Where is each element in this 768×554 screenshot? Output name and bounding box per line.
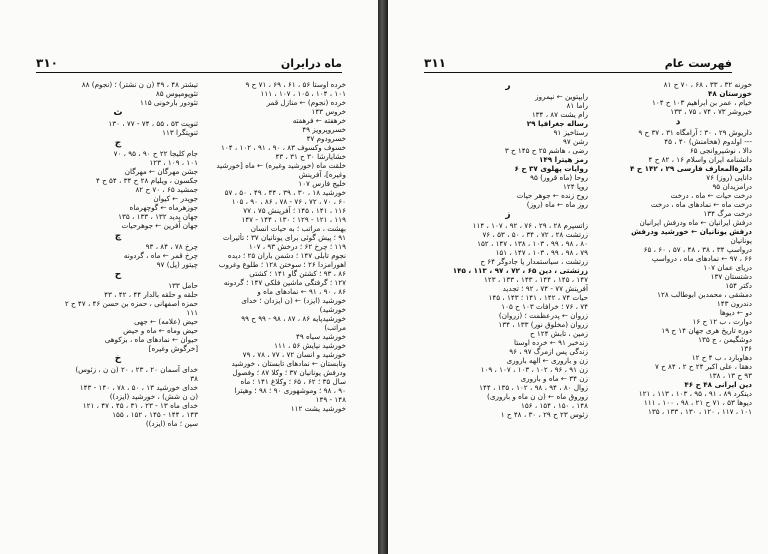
index-entry: خرهفته ← فرهفته [292,116,346,125]
index-entry: خورنه ۳۲ ، ۳۳ ، ۶۸ ، ۷۰ ح ۸۱ [663,80,752,89]
index-entry: ۶۶ ، ۹۷ ← نمادهای ماه ، درواسپ [651,254,752,263]
index-entry: خشایارشا ۳۰ ح ۳۱ ، ۴۳ [275,152,346,161]
index-entry: ۱۰۱ ، ۱۱۷ ، ۱۲۰ ، ۱۳۰ ، ۱۳۳ ، ۱۳۵ [647,407,752,416]
index-entry: خورشید سیاه ۴۹ [295,332,346,341]
index-entry: دالا ، نوشیروانجی ۶۵ [689,146,752,155]
index-entry: زن ۹۱ ، ۹۶ ، ۱۰۲ ، ۱۰۳ ، ۱۰۷ ، ۱۰۹ [480,365,588,374]
index-entry: زن و باروری ← الهه باروری [506,356,588,365]
index-entry: روپا ۱۲۴ [562,182,588,191]
index-entry: زاتسپرم ۲۸ ، ۲۹ ، ۷۶ ، ۹۲ ، ۱۰۷ ، ۱۱۴ [472,221,588,230]
index-entry: حامل ۱۳۳ [168,281,198,290]
index-entry: زروان (مخلوق نور) ۱۳۳ ، ۱۳۴ [498,320,588,329]
index-entry: روز ماه ← ماه (روز) [526,200,588,209]
index-entry: درخت حیات ← ماه ، درخت [670,191,752,200]
index-entry: دوشگیمن ، ج ۱۳۵ [698,335,752,344]
index-entry: ثنویتگرا ۱۱۳ [162,128,198,137]
index-letter-heading: خ [114,354,122,364]
index-entry: جام کلیجا ۲۲ ح ۹۰ ، ۹۵ ، ۷۰ [113,149,198,158]
index-entry: زوروق ماه ← (ن ن ماه و باروری) [487,392,588,401]
index-entry: داریوش ۲۹ ، ۳۰ ؛ آرامگاه ۳۱ ، ۳۷ ح ۹ [638,128,752,137]
index-entry: حلقه و حلقه بالدار ۴۴ ، ۴۲ ، ۴۳ [104,290,198,299]
left-page [0,0,378,554]
index-entry: خورشید (ایزد) ← (ن ایزدان ؛ خدای [241,296,346,305]
index-entry: جشن مهرگان ← مهرگان [124,167,198,176]
index-entry: دائرةالمعارف فارسی ۲۹ ، ۱۴۲ ح ۴ [630,164,752,173]
index-entry: رضی ، هاشم ۲۵ ح ۱۴۵ ح ۳ [504,146,588,155]
index-entry: رایپتوین ← نیمروز [535,92,588,101]
index-letter-heading: چ [114,231,122,241]
index-entry: رشن ۹۷ [563,137,588,146]
index-entry: رام یشت ۸۷ ، ۱۳۴ [531,110,588,119]
index-entry: زرتشت ۲۸ ، ۷۲ ، ۳۴ ، ۵۰ ، ۵۳ ، ۷۶ [482,230,588,239]
index-entry: زندگی پس ازمرگ ۹۷ ، ۹۶ [509,347,588,356]
index-entry: ۱۴۷ ، ۱۴۵ ، ۱۴۴ ، ۱۴۳ ، ۱۳۳ ، ۱۲۳ [483,275,588,284]
index-entry: ۱۰۱ ، ۱۰۹ ، ۱۲۳ [149,158,198,167]
index-entry: تیشتر ۴۸ ، ۴۹ (ن ن نشتر) ؛ (نجوم) ۸۸ [81,80,198,89]
index-entry: رستاخیز ۹۱ [553,128,588,137]
index-entry: ثنویت ۵۳ ، ۵۵ ، ۷۴ - ۷۷ ، ۱۳۰ [108,119,198,128]
index-entry: جهان پدید ۱۳۲ ، ۱۳۳ ، ۱۳۵ [118,212,198,221]
index-entry: چیتور (پل) ۹۷ [156,260,198,269]
index-entry: ۱۱۹ ؛ چرخ ۶۲ ؛ درخش ۹۳ ، ۱۰۷ [248,242,346,251]
index-entry: دو ← دیوها [719,308,752,317]
index-entry: دهقا ، علی اکبر ۲۴ ح ۲ ، ۸۴ ح ۷ [654,362,752,371]
index-entry: --- اولدوم (هخامنش) ۴۰ ، ۴۵ [664,137,752,146]
index-entry: زرتشتی ، دین ۶۵ ، ۷۲ ، ۹۷ ، ۱۱۳ ، ۱۴۵ [452,266,588,275]
right-page [388,0,768,554]
index-entry: آفرینش ۷۷ - ۷۴ ، ۹۲ ؛ تجدید [502,284,588,293]
index-entry: خرده اوستا ۵۶ ، ۶۱ ، ۶۹ ، ۷۱ ح ۹ [245,80,346,89]
index-entry: روح زنده ← جوهر حیات [516,191,588,200]
index-entry: زمین ، تابش ۱۲۴ ح [529,329,588,338]
index-entry: ۱۲۷ ؛ گرفتگی ماشین فلکی ۱۴۷ ؛ گردونه [223,278,346,287]
index-entry: ۱۴۸ ، ۱۵۰ ، ۱۵۴ ، ۱۵۶ [520,401,588,410]
index-entry: دینکرد ۸۹ ، ۹۱ ، ۹۵ ، ۱۰۳ ، ۱۱۳ ، ۱۲۱ [638,389,752,398]
index-entry: دوارت ، ب ۱۲ ح ۱۶ [692,317,752,326]
index-entry: دکتر ۱۵۴ [725,281,752,290]
index-entry: خیام ، عمر بن ابراهیم ۱۰۳ ح ۱۰۴ [652,98,752,107]
index-entry: خیروشر ۷۳ ، ۷۴ ، ۷۵ ، ۱۳۳ [670,107,752,116]
index-entry: زن ۳۴ ← ماه و باروری [520,374,588,383]
index-entry: خورشید یشت ۱۱۲ [290,404,346,413]
index-entry: تئودور بارخونی ۱۱۵ [140,98,198,107]
index-entry: خدای آسمان ۲۰ ، ۲۳ ، ۲۰ (ن ن ، زئوس) [75,365,198,374]
index-entry: خسرودوم ۴۷ [306,134,346,143]
index-entry: ۱۱۹ ، ۱۲۱ - ۱۲۹ ؛ ۱۳۰ ، ۱۴۴ - ۱۴۷ [241,215,346,224]
index-entry: حیض وماه ← ماه و حیض [123,326,198,335]
index-entry: ۸۶ ، ۹۳ ؛ کشتن گاو ۱۴۱ ؛ کشتی [249,269,346,278]
index-entry: ۱۱۱ [186,308,198,317]
index-entry: بهشت ، مراتب ؛ به حیات انسان [250,224,346,233]
index-entry: [خرگوش وغیره] [148,344,198,353]
index-entry: دیوها ۵۳ ، ۷۱ ح ۲۱ ، ۹۸ ، ۱۰۰ ، ۱۱۱ [643,398,752,407]
index-entry: خورشید نیایش ۵۶ ، ۱۱۱ [274,341,346,350]
index-entry: وتابستان ← نمادهای تابستان ، خورشید [231,359,346,368]
index-entry: دانشنامه ایران واسلام ۱۶ ، ۸۲ ح ۴ [648,155,752,164]
index-entry: خرده (نجوم) ← منازل قمر [266,98,346,107]
index-entry: جوزهرماه ← گوچهرماه [129,203,198,212]
index-entry: درخت ماه ← نمادهای ماه ، درخت [650,200,752,209]
book-gutter [378,0,388,554]
index-entry: ۸۶ ، ۹۰ ، ۹۱ ← نمادهای ماه و [257,287,346,296]
index-column-right [206,80,346,520]
index-entry: درواسپ ۳۴ ، ۳۸ ، ۴۸ ، ۵۷ ، ۶۰ ، ۶۵ [643,245,752,254]
page-header [424,52,732,73]
index-entry: حیوان ← نمادهای ماه ، بزکوهی [104,335,198,344]
index-entry: سین ؛ ماه (ایزد)) [145,419,198,428]
page-header [36,52,342,73]
index-entry: خورشیدپایه ۸۶ ، ۸۷ ، ۹۸ - ۹۹ ح ۹۹ [241,314,346,323]
index-entry: درفش ایرانیان ← ماه ودرفش ایرانیان [639,218,752,227]
index-entry: یونانیان [730,236,752,245]
index-column-left [38,80,198,520]
index-entry: ۹۱ ؛ پیش گوئی برای یونانیان ۳۷ ؛ تأثیرات [222,233,346,242]
index-letter-heading: ز [505,210,511,220]
index-letter-heading: د [675,117,681,127]
index-letter-heading: ث [113,108,123,118]
page-number: ۳۱۱ [424,56,446,70]
index-entry: خلیج فارس ۱۰۷ [298,179,346,188]
index-entry: تئوپومپوس ۸۵ [155,89,198,98]
index-entry: دوره تاریخ هری جهان ۱۴ ح ۱۹ [661,326,752,335]
index-letter-heading: ح [114,270,122,280]
index-entry: ۸۰ ، ۹۸ ، ۹۹ ، ۱۰۳ ، ۱۳۸ ، ۱۴۷ ، ۱۵۲ [477,239,588,248]
index-entry: جکسون ، ویلیام ۲۸ ح ۳۴ ، ۵۴ ح ۴ [95,176,198,185]
index-entry: زروان ← پدرعظمت ؛ (زروان) [498,311,588,320]
index-entry: دشتستان ۱۳۷ [710,272,752,281]
index-entry: حیات ۷۴ ، ۱۴۲ ، ۱۴۱ ؛ ۱۴۳ ، ۱۴۵ [488,293,588,302]
index-entry: ودرفش یونانیان ۳۷ ؛ وکلا ۸۷ ؛ وفصول [232,368,346,377]
index-entry: جمشید ۶۵ ، ۷۰ ح ۸۲ [135,185,198,194]
index-entry: خورشید) [319,305,346,314]
index-entry: ۱۱۶ ، ۱۴۱ ، ۱۴۵ ؛ آفرینش ۷۵ ، ۷۷ [243,206,346,215]
index-entry: خروس ۱۴۳ [311,107,346,116]
index-entry: ۷۴ ، ۷۶ ؛ خرافات ۱۰۳ ح ۱۰۵ [501,302,588,311]
index-entry: درخت مرگ ۱۳۴ [703,209,752,218]
index-entry: خوزستان ۴۸ [708,89,752,98]
index-entry: ۷۹ ، ۹۸ ، ۹۹ ، ۱۰۳ ، ۱۴۷ ، ۱۵۱ [495,248,588,257]
index-entry: نجوم تابلی ۱۴۷ ؛ دشمن باران ۲۵ ؛ دیده [227,251,346,260]
index-entry: ۹۳ ح ۱۳ ، ۱۳۸ [708,371,752,380]
index-entry: خسوف وکسوف ۸۳ ، ۹۰ ، ۹۱ ، ۱۰۲ ، ۱۰۴ [220,143,346,152]
index-entry: ۱۴۸ - ۱۴۹ [315,395,346,404]
index-entry: جهان آفرین ← جوهرحیات [121,221,198,230]
index-entry: ۶۰ ، ۷۰ ، ۷۲ ، ۷۶ - ۷۸ ، ۸۶ ، ۹۰ ، ۱۰۵ [231,197,346,206]
index-entry: چرخ ۷۸ ، ۸۴ ، ۹۳ [145,242,198,251]
index-entry: ۳۸ [190,374,198,383]
index-entry: ۱۰۱ ، ۱۰۴ ، ۱۰۵ ، ۱۰۷ ، ۱۱۱ [260,89,346,98]
index-entry: دمشقی ، محمدبن ابوطالب ۱۲۸ [657,290,752,299]
index-letter-heading: ج [114,138,122,148]
index-entry: روحا (ماه قرور) ۹۵ [530,173,588,182]
index-column-right [604,80,752,520]
index-entry: درامزیدان ۹۵ [712,182,752,191]
index-entry: جوپدر ← کیوان [153,194,198,203]
index-entry: خلقت ماه (خورشید وغیره) ← ماه [خورشید [216,161,346,170]
page-number: ۳۱۰ [36,56,58,70]
index-entry: حیض (علامه) ← جهی [134,317,198,326]
index-entry: خورشید و انسان ۷۲ ، ۷۷ ، ۷۸ ، ۷۹ [242,350,346,359]
index-entry: (ن ن شش) ، خورشید (ایزد)) [109,392,198,401]
index-entry: خدای ماه ۱۳ - ۲۳ ، ۳۱ ، ۴۵ ، ۴۷ ، ۱۲۱ [82,401,198,410]
index-entry: اهورامزدا ۲۶ ؛ سوختن ۱۲۸ ؛ طلوع وغروب [218,260,346,269]
index-entry: دریای عمان ۱۰۷ [703,263,752,272]
running-title: ماه درایران [280,57,342,70]
index-entry: دهاوبارد ، ب ۴ ح ۱۲ [691,353,752,362]
index-entry: رساله جغرافیا ۲۹ [526,119,588,128]
running-title: فهرست عام [664,57,732,70]
index-entry: سال ۳۵ ؛ ۶۲ ، ۶۵ ؛ وکلاغ ۱۴۱ ؛ ماه [240,377,346,386]
index-entry: دین ایرانی ۴۸ ح ۴۶ [684,380,752,389]
index-entry: خدای خورشید ۱۳ ، ۵۰ ، ۷۸ ، ۱۴۰ - ۱۴۳ [79,383,198,392]
index-entry: راما ۸۱ [566,101,588,110]
index-entry: زندخبر ۹۱ ← خرده اوستا [514,338,588,347]
index-entry: خورشید ۱۸ ، ۳۰ ، ۳۹ ، ۴۴ ، ۴۹ ، ۵۰ ، ۵۷ [224,188,346,197]
index-entry: خسروپرویز ۴۹ [302,125,346,134]
index-entry: مراتب) [324,323,346,332]
index-entry: رمز هیترا ۱۴۹ [538,155,588,164]
index-entry: ۱۳۶ [740,344,752,353]
index-entry: ۱۴۳ ، ۱۴۴ - ۱۴۵ ، ۱۵۲ ، ۱۵۵ [112,410,198,419]
index-entry: ۹۰ ، ۹۸ ؛ وموشهوری ۹۰ ؛ ۹۸ ؛ وهیترا [234,386,346,395]
index-entry: حمزه اصفهانی ، حمزه بن حسن ۴۶ ، ۴۷ ح ۲ [64,299,198,308]
index-entry: درفش یونانیان ← خورشید ودرفش [631,227,752,236]
index-entry: چرخ قمر ← ماه ، گردونه [123,251,198,260]
index-entry: زئوس ۲۳ ح ۲۹ ، ۳۰ ، ۴۸ ح ۱ [500,410,588,419]
index-entry: دندرون ۱۴۳ [716,299,752,308]
index-entry: روایات پهلوی ۳۷ ح ۶ [514,164,588,173]
index-entry: زوال ۸۰ ، ۹۴ ، ۹۸ ، ۱۰۲ ، ۱۳۵ ، ۱۴۴ [479,383,588,392]
index-entry: زرتشت ، سیاستمدار یا جادوگر ۶۴ ح [480,257,588,266]
index-entry: وغیره]، آفرینش [298,170,346,179]
index-entry: دانایی (روز) ۷۶ [706,173,752,182]
index-column-left [428,80,588,520]
index-letter-heading: ر [505,81,511,91]
